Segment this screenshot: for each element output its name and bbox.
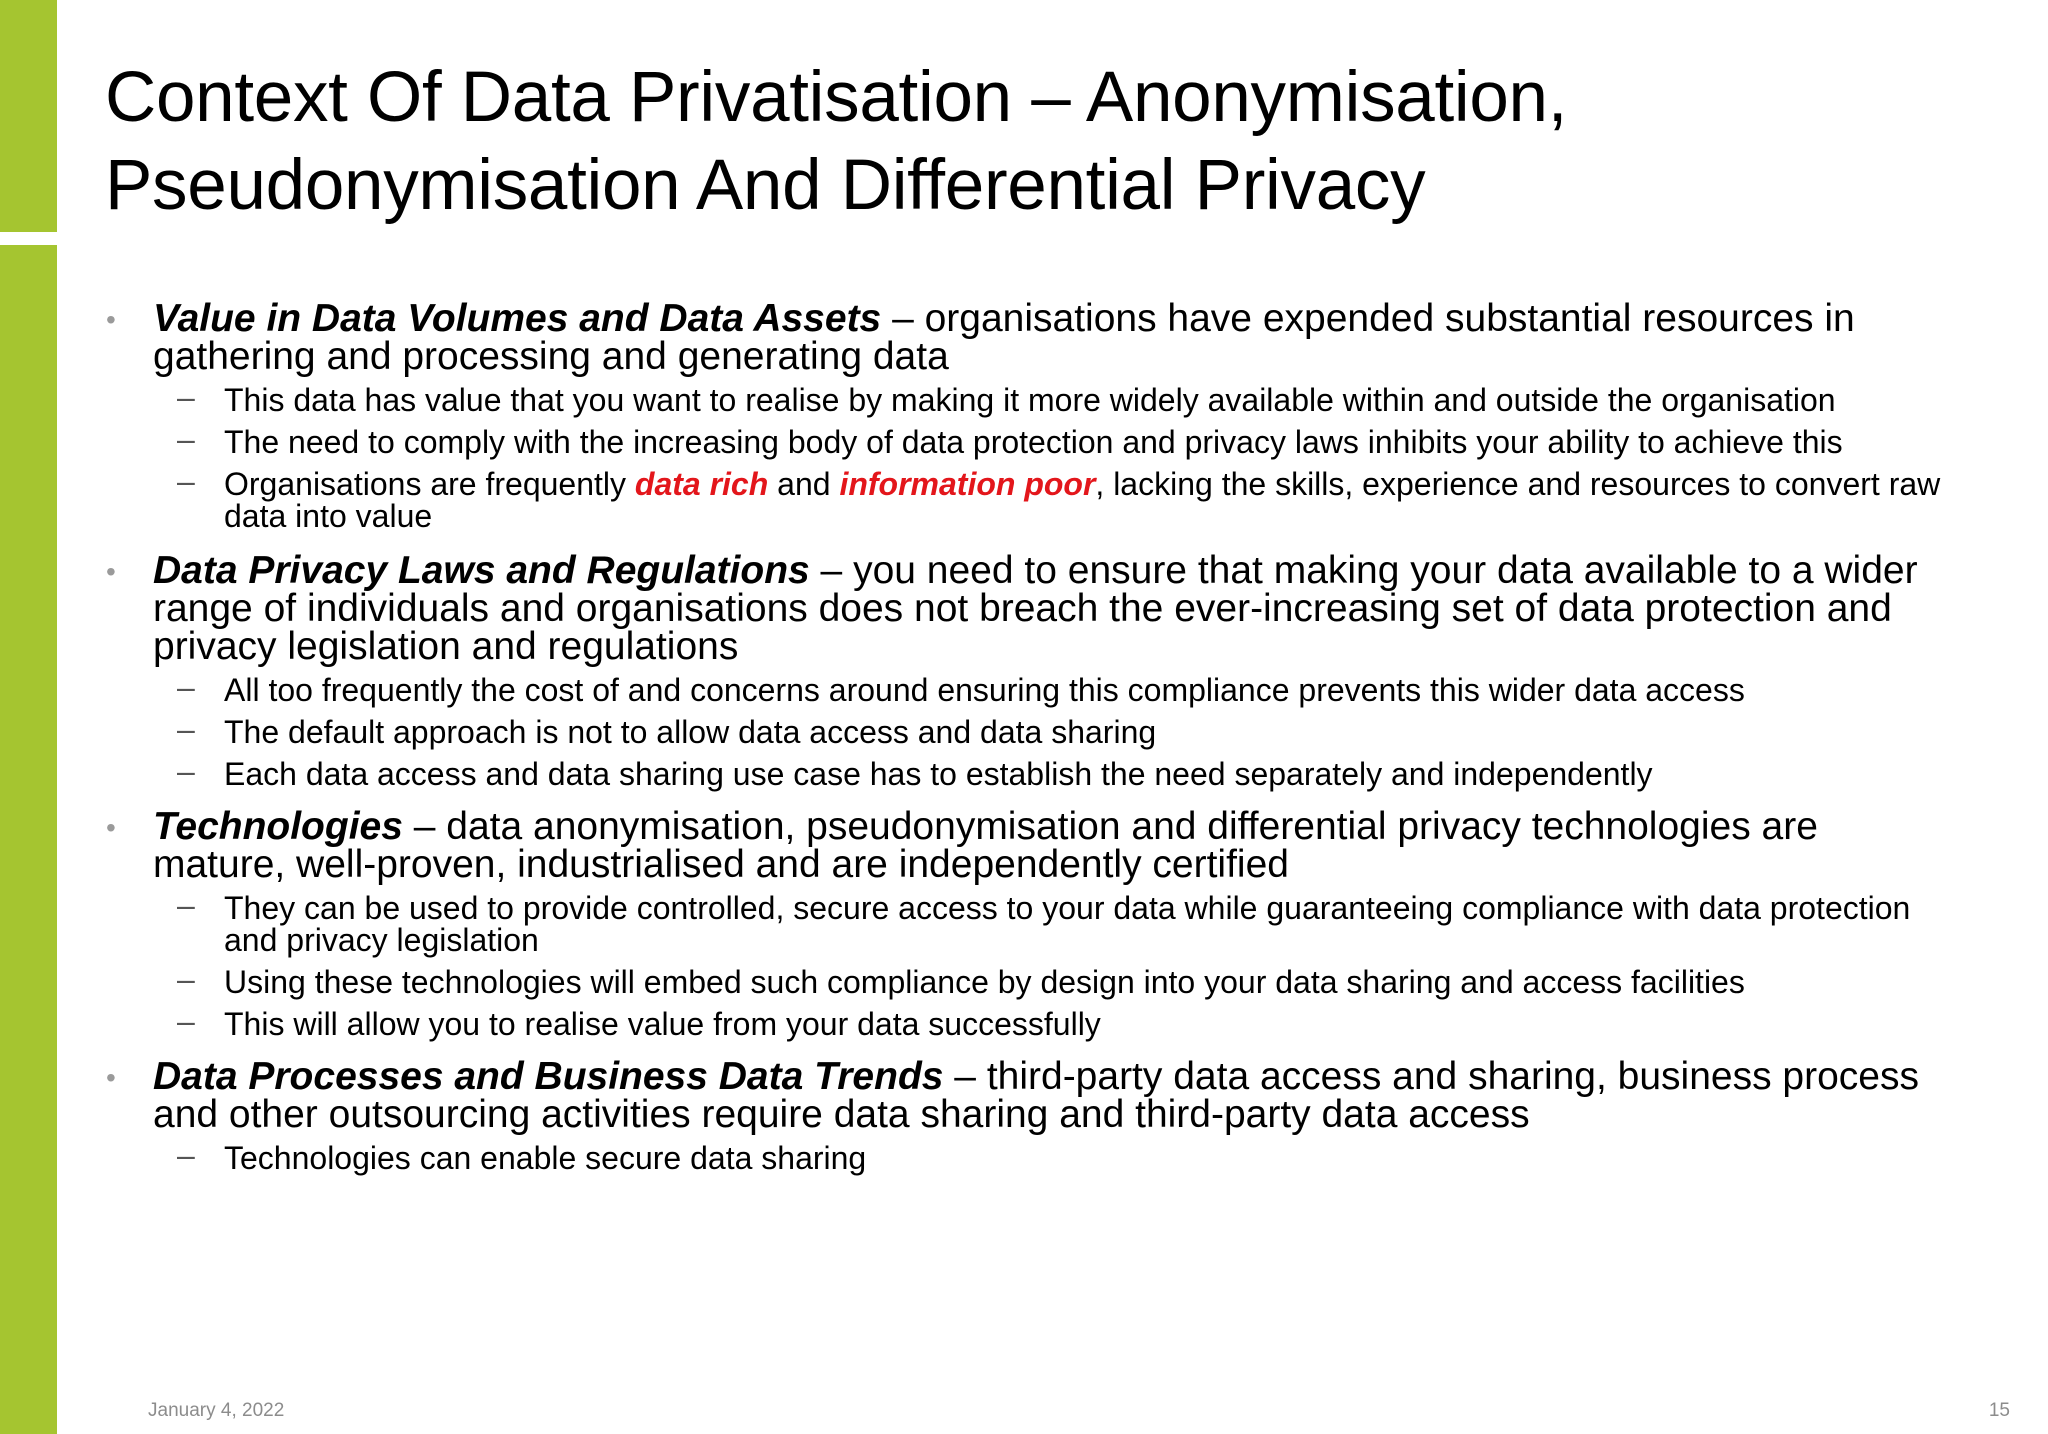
- bullet-text: – third-party data access and sharing, business process and other outsourcing activities require data sharing and third-party data access: [153, 1055, 1919, 1136]
- sub-bullet: [153, 468, 1950, 532]
- sub-bullet-text: and: [768, 466, 840, 502]
- sub-bullet: – Technologies can enable secure data sharing: [153, 1142, 1950, 1174]
- sub-bullet: – Using these technologies will embed such compliance by design into your data sharing and access facilities: [153, 966, 1950, 998]
- sub-bullet: – The default approach is not to allow data access and data sharing: [153, 716, 1950, 748]
- slide-title-line-2: Pseudonymisation And Differential Privacy: [105, 146, 1426, 225]
- sub-bullet: – They can be used to provide controlled, secure access to your data while guaranteeing compliance with data protection and privacy legislation: [153, 892, 1950, 956]
- sub-bullet-list: [153, 892, 1950, 1040]
- sub-bullet: – This data has value that you want to realise by making it more widely available within and outside the organisation: [153, 384, 1950, 416]
- bullet-data-processes: [100, 1055, 1950, 1176]
- sub-bullet-list: [153, 1142, 1950, 1174]
- bullet-value-in-data: [100, 297, 1950, 534]
- sub-bullet-text: , lacking the skills, experience and resources to convert raw data into value: [224, 466, 1941, 534]
- sub-bullet: – All too frequently the cost of and concerns around ensuring this compliance prevents this wider data access: [153, 674, 1950, 706]
- slide-body: [100, 297, 1950, 1184]
- accent-bar-bottom: [0, 245, 57, 1434]
- bullet-lead: Technologies: [153, 805, 403, 848]
- slide-title: [105, 54, 1985, 230]
- highlight-information-poor: information poor: [839, 466, 1096, 502]
- page-number: 15: [1988, 1400, 2010, 1421]
- sub-bullet: – Each data access and data sharing use case has to establish the need separately and independently: [153, 758, 1950, 790]
- bullet-lead: Data Privacy Laws and Regulations: [153, 549, 810, 592]
- sub-bullet-list: [153, 384, 1950, 532]
- accent-bar-top: [0, 0, 57, 232]
- slide-title-line-1: Context Of Data Privatisation – Anonymisation,: [105, 58, 1568, 137]
- bullet-technologies: [100, 805, 1950, 1042]
- bullet-text: – organisations have expended substantial resources in gathering and processing and generating data: [153, 297, 1855, 378]
- bullet-data-privacy-laws: [100, 549, 1950, 792]
- footer-date: January 4, 2022: [148, 1400, 285, 1421]
- sub-bullet: – The need to comply with the increasing body of data protection and privacy laws inhibits your ability to achieve this: [153, 426, 1950, 458]
- highlight-data-rich: data rich: [634, 466, 769, 502]
- sub-bullet-text: Organisations are frequently: [224, 466, 635, 502]
- bullet-lead: Value in Data Volumes and Data Assets: [153, 297, 882, 340]
- bullet-text: – you need to ensure that making your data available to a wider range of individuals and organisations does not breach the ever-increasing set of data protection and privacy legislation and regulations: [153, 549, 1918, 668]
- bullet-text: – data anonymisation, pseudonymisation and differential privacy technologies are mature, well-proven, industrialised and are independently certified: [153, 805, 1818, 886]
- sub-bullet-list: [153, 674, 1950, 790]
- sub-bullet: – This will allow you to realise value from your data successfully: [153, 1008, 1950, 1040]
- bullet-lead: Data Processes and Business Data Trends: [153, 1055, 944, 1098]
